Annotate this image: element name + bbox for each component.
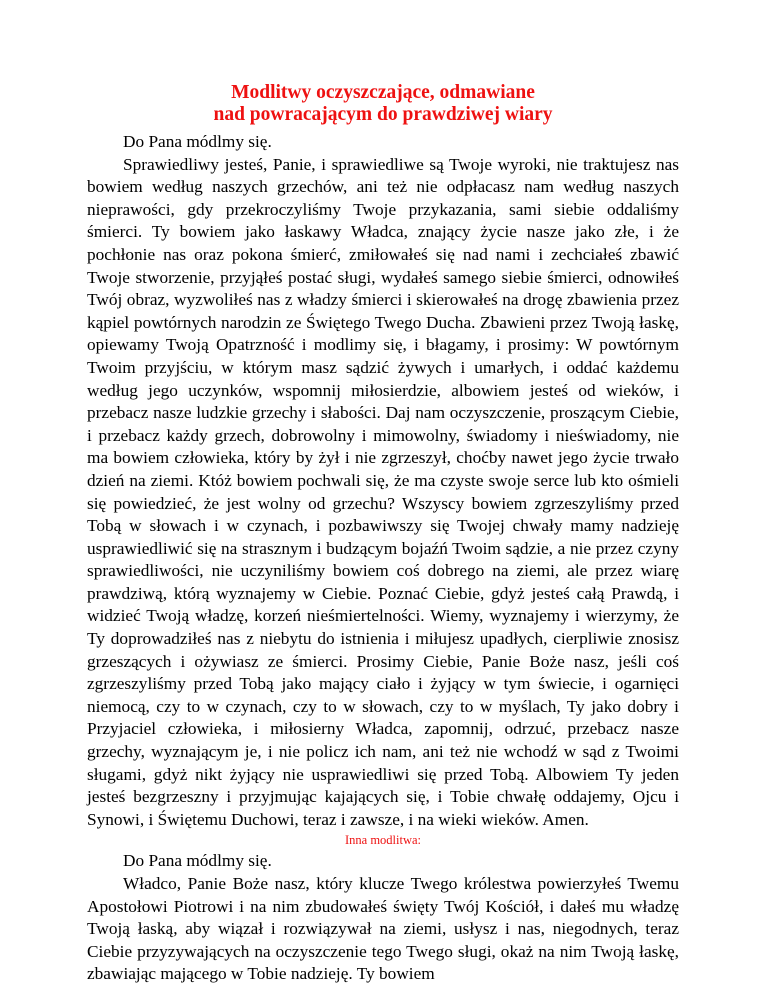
prayer-1: Sprawiedliwy jesteś, Panie, i sprawiedliwe są Twoje wyroki, nie traktujesz nas bowiem według naszych grzechów, ani też nie odpłacasz nam według naszych nieprawości, gdy przekroczyliśmy Twoje przykazania, sami siebie oddaliśmy śmierci. Ty bowiem jako łaskawy Władca, znający życie nasze jako złe, i że pochłonie nas oraz pokona śmierć, zmiłowałeś się nad nami i zechciałeś zbawić Twoje stworzenie, przyjąłeś postać sługi, wydałeś samego siebie śmierci, odnowiłeś Twój obraz, wyzwoliłeś nas z władzy śmierci i skierowałeś na drogę zbawienia przez kąpiel powtórnych narodzin ze Świętego Twego Ducha. Zbawieni przez Twoją łaskę, opiewamy Twoją Opatrzność i modlimy się, i błagamy, i prosimy: W powtórnym Twoim przyjściu, w którym masz sądzić żywych i umarłych, i oddać każdemu według jego uczynków, wspomnij miłosierdzie, albowiem jesteś od wieków, i przebacz nasze ludzkie grzechy i słabości. Daj nam oczyszczenie, proszącym Ciebie, i przebacz każdy grzech, dobrowolny i mimowolny, świadomy i nieświadomy, nie ma bowiem człowieka, który by żył i nie zgrzeszył, choćby nawet jego życie trwało dzień na ziemi. Któż bowiem pochwali się, że ma czyste swoje serce lub kto ośmieli się powiedzieć, że jest wolny od grzechu? Wszyscy bowiem zgrzeszyliśmy przed Tobą w słowach i w czynach, i pozbawiwszy się Twojej chwały mamy nadzieję usprawiedliwić się na strasznym i budzącym bojaźń Twoim sądzie, a nie przez czyny sprawiedliwości, nie uczyniliśmy bowiem coś dobrego na ziemi, ale przez wiarę prawdziwą, którą wyznajemy w Ciebie. Poznać Ciebie, gdyż jesteś całą Prawdą, i widzieć Twoją władzę, korzeń nieśmiertelności. Wiemy, wyznajemy i wierzymy, że Ty doprowadziłeś nas z niebytu do istnienia i miłujesz upadłych, cierpliwie znosisz grzeszących i ożywiasz ze śmierci. Prosimy Ciebie, Panie Boże nasz, jeśli coś zgrzeszyliśmy przed Tobą jako mający ciało i żyjący w tym świecie, i ogarnięci niemocą, czy to w czynach, czy to w słowach, czy to w myślach, Ty jako dobry i Przyjaciel człowieka, i miłosierny Władca, zapomnij, odrzuć, przebacz nasze grzechy, wyznającym je, i nie policz ich nam, ani też nie wchodź w sąd z Twoimi sługami, gdyż nikt żyjący nie usprawiedliwi się przed Tobą. Albowiem Ty jeden jesteś bezgrzeszny i przyjmując kajających się, i Tobie chwałę oddajemy, Ojcu i Synowi, i Świętemu Duchowi, teraz i zawsze, i na wieki wieków. Amen.	[87, 154, 679, 829]
subheading-other-prayer: Inna modlitwa:	[344, 833, 422, 848]
title-line-1: Modlitwy oczyszczające, odmawiane	[231, 82, 535, 103]
invocation-2: Do Pana módlmy się.	[123, 851, 272, 871]
document-page	[87, 82, 679, 986]
document-title	[87, 82, 679, 126]
invocation-1: Do Pana módlmy się.	[123, 132, 272, 151]
prayer-2: Władco, Panie Boże nasz, który klucze Twego królestwa powierzyłeś Twemu Apostołowi Piotrowi i na nim zbudowałeś święty Twój Kościół, i dałeś mu władzę Twoją łaską, aby wiązał i rozwiązywał na ziemi, usłysz i nas, niegodnych, teraz Ciebie przyzywających na oczyszczenie tego Twego sługi, okaż na nim Twoją łaskę, zbawiając mającego w Tobie nadzieję. Ty bowiem	[87, 874, 679, 984]
title-line-2: nad powracającym do prawdziwej wiary	[213, 104, 553, 125]
